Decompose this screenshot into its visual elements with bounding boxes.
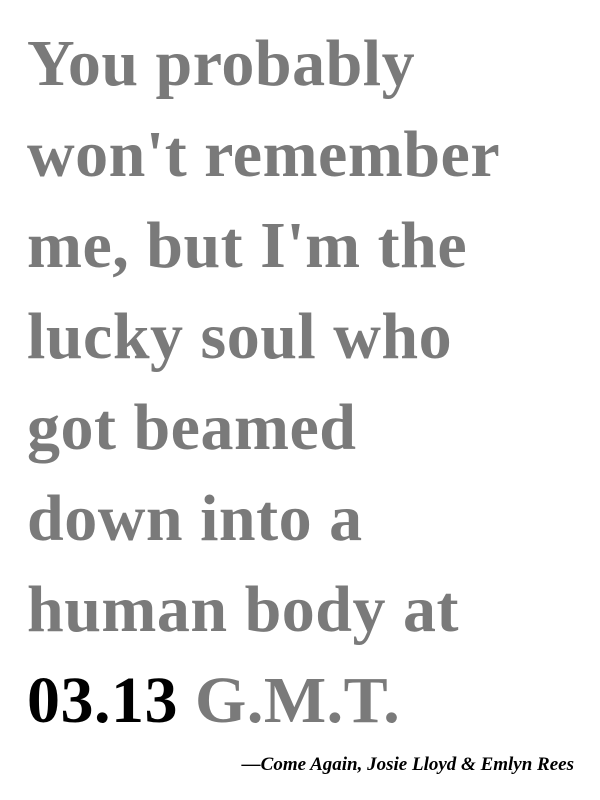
quote-line: human body at (27, 573, 459, 646)
quote-line: You probably (27, 27, 416, 100)
attribution: —Come Again, Josie Lloyd & Emlyn Rees (241, 754, 574, 775)
time-suffix: G.M.T. (178, 664, 401, 737)
quote-text (27, 18, 587, 746)
quote-line: got beamed (27, 391, 357, 464)
quote-line: lucky soul who (27, 300, 453, 373)
quote-line: down into a (27, 482, 363, 555)
quote-line: me, but I'm the (27, 209, 468, 282)
quote-final-line (27, 655, 587, 746)
quote-line: won't remember (27, 118, 501, 191)
time-highlight: 03.13 (27, 664, 178, 737)
